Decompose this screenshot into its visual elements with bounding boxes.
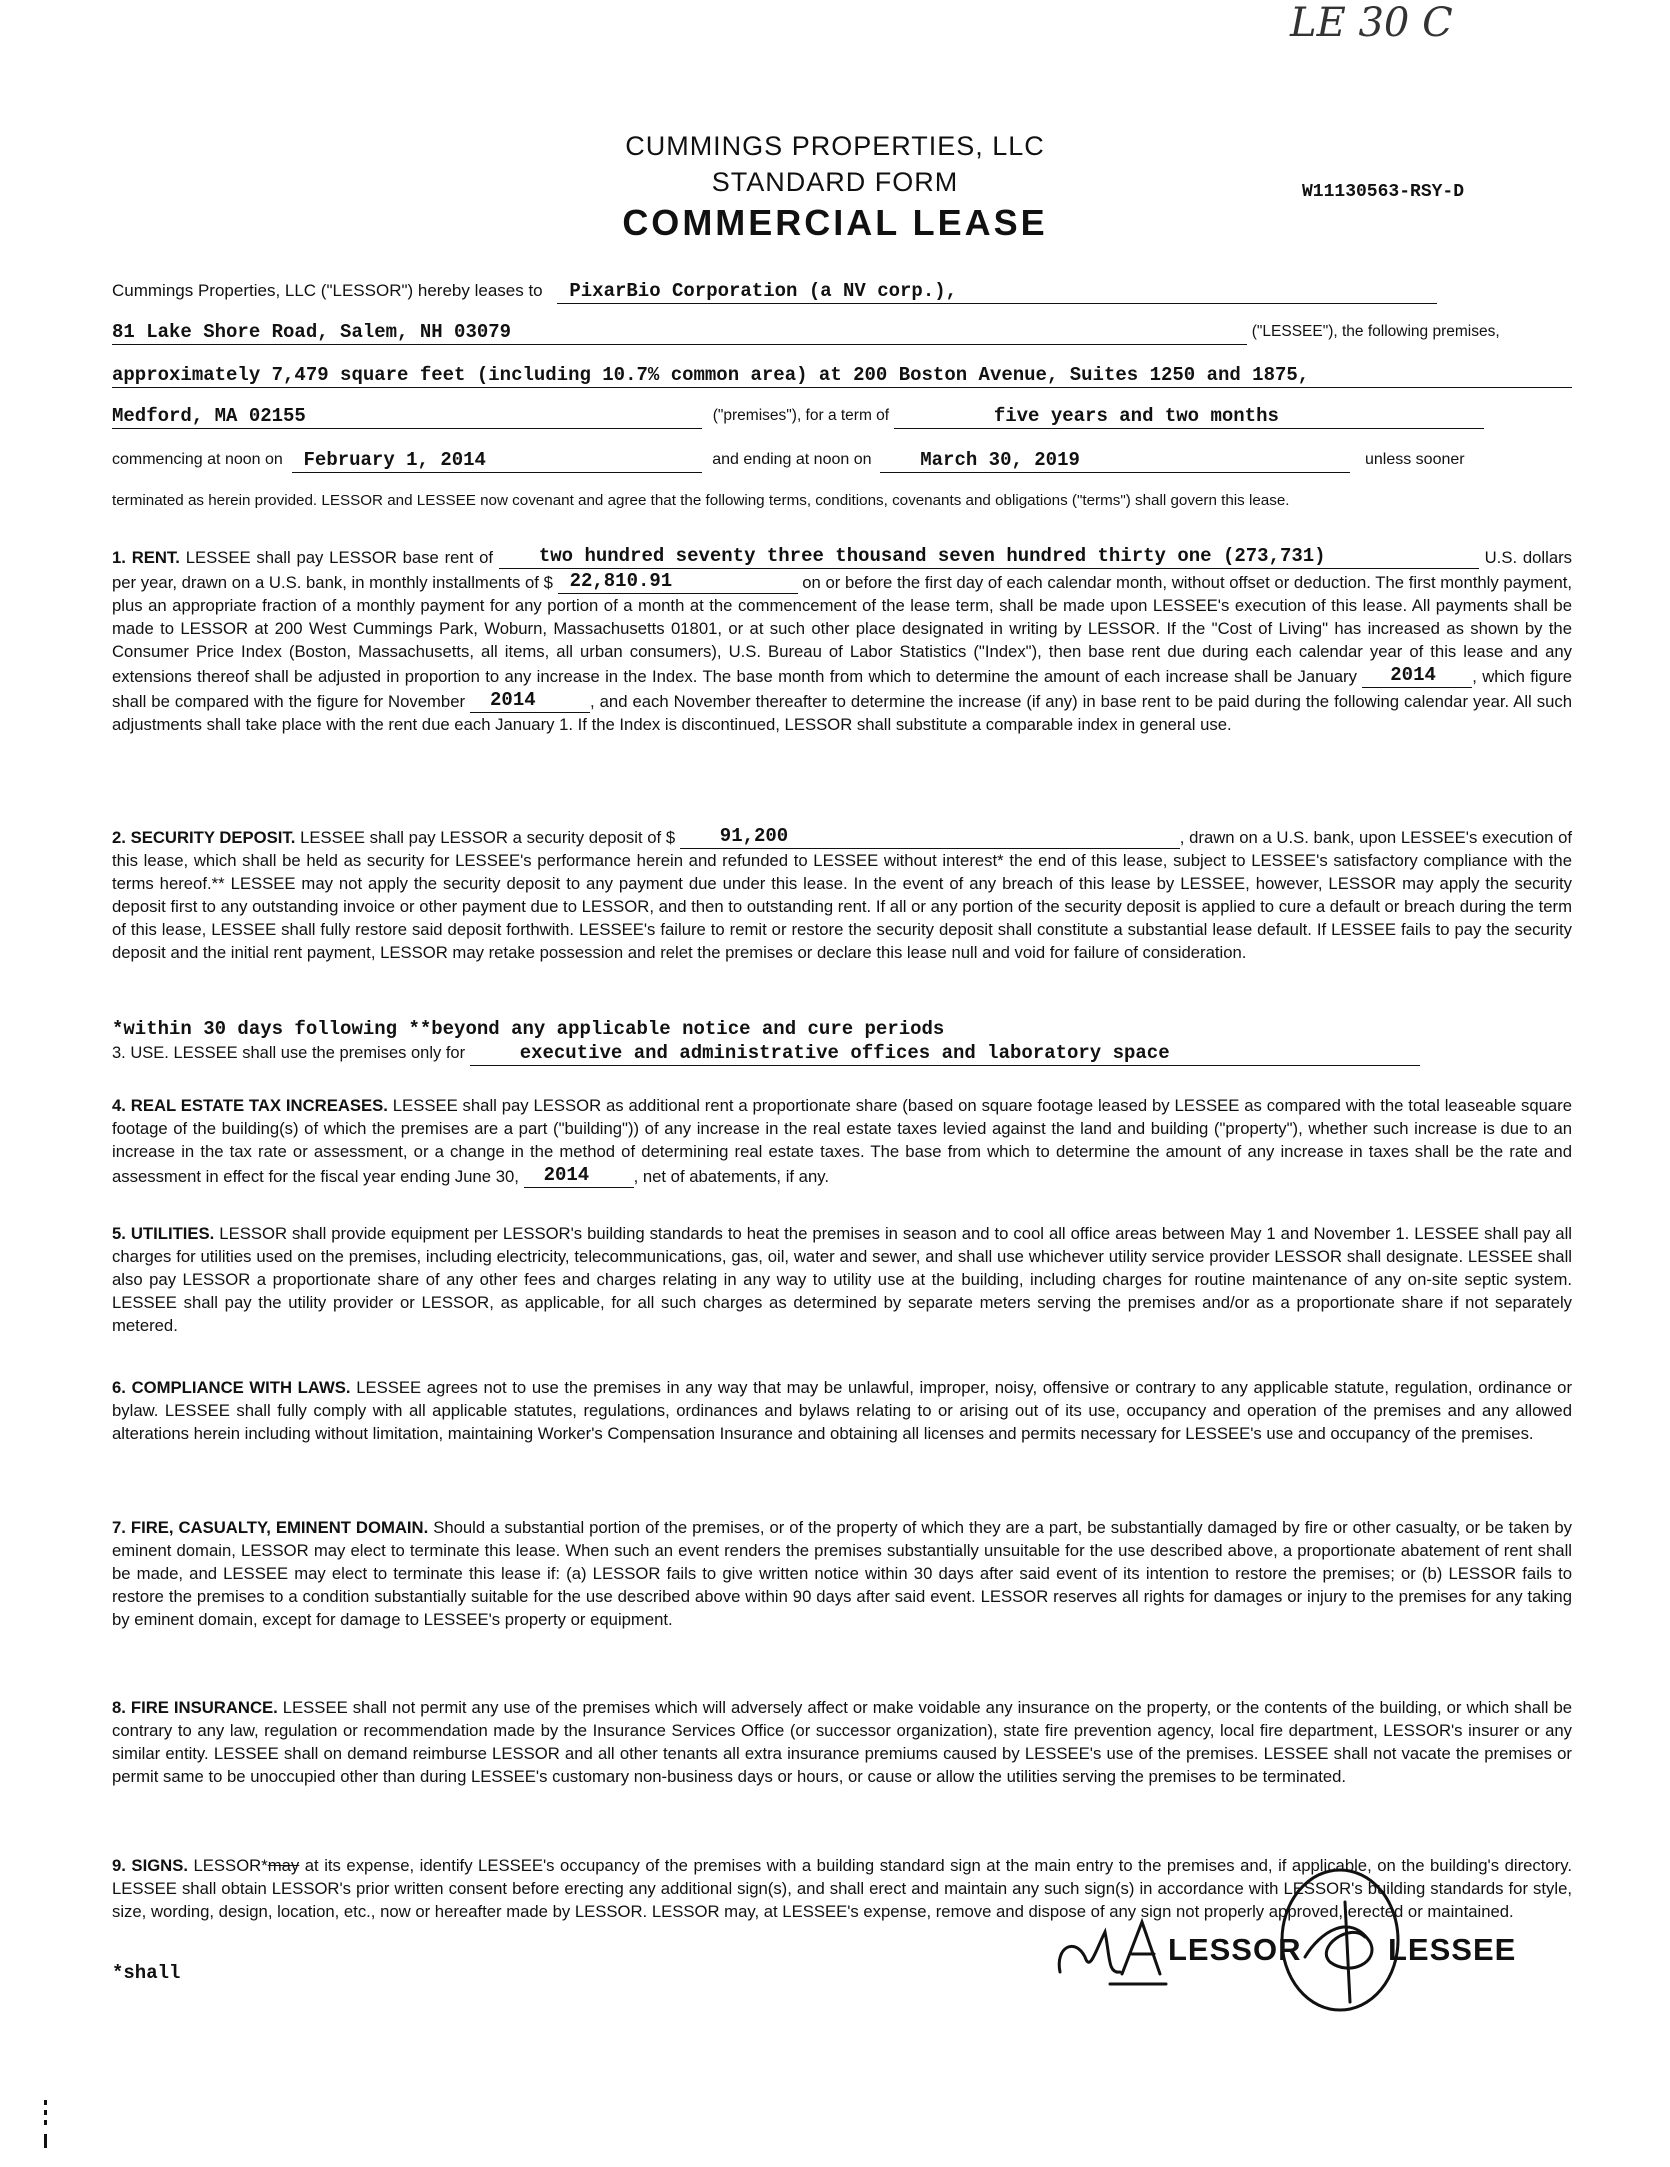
november-year-field: 2014: [470, 688, 590, 713]
signs-heading: 9. SIGNS.: [112, 1856, 188, 1875]
tax-section: [112, 1094, 1572, 1188]
signs-text: at its expense, identify LESSEE's occupancy of the premises with a building standard sign at the main entry to the premises and, if applicable, on the building's directory. LESSEE shall obtain LESSOR's prior written consent before erecting any additional sign(s), and shall erect and maintain any such sign(s) in accordance with LESSOR's building standards for style, size, wording, design, location, etc., now or hereafter made by LESSOR. LESSOR may, at LESSEE's expense, remove and dispose of any sign not properly approved, erected or maintained.: [112, 1856, 1572, 1921]
rent-text-3: on or before the first day of each calendar month, without offset or deduction. The first monthly payment, plus an appropriate fraction of a monthly payment for any portion of a month at the commencement of the lease term, shall be made upon LESSEE's execution of this lease. All payments shall be made to LESSOR at 200 West Cummings Park, Woburn, Massachusetts 01801, or at such other place designated in writing by LESSOR. If the "Cost of Living" has increased as shown by the Consumer Price Index (Boston, Massachusetts, all items, all urban consumers), U.S. Bureau of Labor Statistics ("Index"), then base rent due during each calendar year of this lease and any extensions thereof shall be adjusted in proportion to any increase in the Index. The base month from which to determine the amount of each increase shall be January: [112, 573, 1573, 686]
fire-casualty-text: Should a substantial portion of the premises, or of the property of which they are a part, be substantially damaged by fire or other casualty, or be taken by eminent domain, LESSOR may elect to terminate this lease. When such an event renders the premises substantially unsuitable for the use described above, a proportionate abatement of rent shall be made, and LESSEE may elect to terminate this lease if: (a) LESSOR fails to give written notice within 30 days after said event of its intention to restore the premises; or (b) LESSOR fails to restore the premises to a condition substantially suitable for the use described above within 90 days after said event. LESSOR reserves all rights for damages or injury to the premises for any taking by eminent domain, except for damage to LESSEE's property or equipment.: [112, 1518, 1572, 1629]
use-purpose-field: executive and administrative offices and laboratory space: [470, 1041, 1420, 1066]
tax-year-field: 2014: [524, 1163, 634, 1188]
scan-artifact-marks: [44, 2100, 48, 2150]
compliance-heading: 6. COMPLIANCE WITH LAWS.: [112, 1378, 351, 1397]
deposit-text-2: , drawn on a U.S. bank, upon LESSEE's execution of this lease, which shall be held as security for LESSEE's performance herein and refunded to LESSEE without interest: [112, 828, 1573, 870]
lessee-address-field: 81 Lake Shore Road, Salem, NH 03079: [112, 320, 1247, 345]
utilities-heading: 5. UTILITIES.: [112, 1224, 215, 1243]
intro-row-5: [112, 446, 1572, 473]
intro-row-1: [112, 278, 1572, 304]
lessor-initials-stroke-1: [1059, 1932, 1120, 1972]
form-type: STANDARD FORM: [711, 167, 959, 197]
use-heading: 3. USE.: [112, 1044, 169, 1062]
intro-row-4: [112, 402, 1572, 429]
term-field: five years and two months: [894, 404, 1484, 429]
intro-row-3: [112, 362, 1572, 388]
fire-casualty-section: [112, 1516, 1572, 1631]
compliance-text: LESSEE agrees not to use the premises in any way that may be unlawful, improper, noisy, offensive or contrary to any applicable statute, regulation, ordinance or bylaw. LESSEE shall fully comply with all applicable statutes, regulations, ordinances and bylaws relating to or arising out of its use, occupancy and operation of the premises and any allowed alterations herein including without limitation, maintaining Worker's Compensation Insurance and obtaining all licenses and permits necessary for LESSEE's use and occupancy of the premises.: [112, 1378, 1572, 1443]
rent-amount-words: two hundred seventy three thousand seven hundred thirty one (273,731): [499, 544, 1479, 569]
premises-line-2: Medford, MA 02155: [112, 404, 702, 429]
utilities-text: LESSOR shall provide equipment per LESSOR's building standards to heat the premises in season and to cool all office areas between May 1 and November 1. LESSEE shall pay all charges for utilities used on the premises, including electricity, telecommunications, gas, oil, water and sewer, and shall use whichever utility service provider LESSOR shall designate. LESSEE shall also pay LESSOR a proportionate share of any other fees and charges relating in any way to utility use at the building, including charges for routine maintenance of any on-site septic system. LESSEE shall pay the utility provider or LESSOR, as applicable, for all such charges as determined by separate meters serving the premises and/or as a proportionate share if not separately metered.: [112, 1224, 1572, 1335]
premises-suffix: ("premises"), for a term of: [712, 407, 890, 424]
rent-text-2: U.S. dollars per year, drawn on a U.S. bank, in monthly installments of $: [112, 548, 1573, 592]
use-text: LESSEE shall use the premises only for: [173, 1044, 466, 1062]
signs-lessor: LESSOR: [193, 1856, 262, 1875]
signs-struck-word: may: [267, 1856, 300, 1875]
commencing-label: commencing at noon on: [112, 451, 283, 468]
rent-text-5: , and each November thereafter to determine the increase (if any) in base rent to be paid during the following calendar year. All such adjustments shall take place with the rent due each January 1. If the Index is discontinued, LESSOR shall substitute a comparable index in general use.: [112, 692, 1572, 734]
rent-text-1: LESSEE shall pay LESSOR base rent of: [185, 548, 494, 567]
deposit-heading: 2. SECURITY DEPOSIT.: [112, 828, 296, 847]
intro-row-2: [112, 318, 1572, 345]
company-name: CUMMINGS PROPERTIES, LLC: [625, 131, 1045, 161]
signs-star: *: [261, 1856, 268, 1875]
signs-typed-note: *shall: [112, 1962, 181, 1984]
rent-section: [112, 544, 1572, 736]
fire-insurance-section: [112, 1696, 1572, 1788]
compliance-section: [112, 1376, 1572, 1445]
deposit-text-4: LESSEE may not apply the security deposit to any payment due under this lease. In the event of any breach of this lease by LESSEE, however, LESSOR may apply the security deposit first to any outstanding invoice or other payment due to LESSOR, and then to outstanding rent. If all or any portion of the security deposit is applied to cure a default or breach during the term of this lease, LESSEE shall fully restore said deposit forthwith. LESSEE's failure to remit or restore the security deposit shall constitute a substantial lease default. If LESSEE fails to pay the security deposit and the initial rent payment, LESSOR may retake possession and relet the premises or declare this lease null and void for failure of consideration.: [112, 874, 1572, 962]
deposit-star-2: **: [211, 874, 225, 893]
deposit-section: [112, 824, 1572, 964]
fire-insurance-text: LESSEE shall not permit any use of the premises which will adversely affect or make voidable any insurance on the property, or the contents of the building, or which shall be contrary to any law, regulation or recommendation made by the Insurance Services Office (or successor organization), state fire prevention agency, local fire department, LESSOR's insurer or any similar entity. LESSEE shall on demand reimburse LESSOR and all other tenants all extra insurance premiums caused by LESSEE's use of the premises. LESSEE shall not vacate the premises or permit same to be unoccupied other than during LESSEE's customary non-business days or hours, or cause or allow the utilities serving the premises to be terminated.: [112, 1698, 1573, 1786]
deposit-text-3: the end of this lease, subject to LESSEE's satisfactory compliance with the terms hereof.: [112, 851, 1572, 893]
rent-heading: 1. RENT.: [112, 548, 180, 567]
monthly-installment: 22,810.91: [558, 569, 798, 594]
rent-text-4: , which figure shall be compared with the figure for November: [112, 667, 1572, 711]
form-id: W11130563-RSY-D: [1302, 182, 1465, 202]
corner-handwritten-mark: LE 30 C: [1290, 0, 1453, 46]
terminated-text: terminated as herein provided. LESSOR and LESSEE now covenant and agree that the following terms, conditions, covenants and obligations ("terms") shall govern this lease.: [112, 492, 1290, 509]
fire-insurance-heading: 8. FIRE INSURANCE.: [112, 1698, 278, 1717]
use-section: [112, 1040, 1572, 1066]
document-title: COMMERCIAL LEASE: [622, 202, 1048, 243]
initials-signature: [1050, 1862, 1610, 2022]
premises-line-1: approximately 7,479 square feet (including 10.7% common area) at 200 Boston Avenue, Suites 1250 and 1875,: [112, 363, 1572, 388]
deposit-amount-field: 91,200: [680, 824, 1180, 849]
deposit-star-1: *: [997, 851, 1004, 870]
tax-text-1: LESSEE shall pay LESSOR as additional rent a proportionate share (based on square footage leased by LESSEE as compared with the total leaseable square footage of the building(s) of which the premises are a part ("building")) of any increase in the real estate taxes levied against the land and building ("property"), whether such increase is due to an increase in the tax rate or assessment, or a change in the method of determining real estate taxes. The base from which to determine the amount of any increase in taxes shall be the rate and assessment in effect for the fiscal year ending June 30,: [112, 1096, 1573, 1186]
lessor-initials-stroke-2: [1122, 1922, 1160, 1974]
lessor-intro-text: Cummings Properties, LLC ("LESSOR") hereby leases to: [112, 281, 543, 300]
start-date-field: February 1, 2014: [292, 448, 702, 473]
tax-text-2: , net of abatements, if any.: [633, 1167, 829, 1186]
lessee-suffix: ("LESSEE"), the following premises,: [1251, 323, 1500, 340]
tax-heading: 4. REAL ESTATE TAX INCREASES.: [112, 1096, 388, 1115]
utilities-section: [112, 1222, 1572, 1337]
lessee-initials-scribble: [1305, 1902, 1372, 2002]
lessee-initial-label: LESSEE: [1388, 1932, 1517, 1967]
end-date-field: March 30, 2019: [880, 448, 1350, 473]
fire-casualty-heading: 7. FIRE, CASUALTY, EMINENT DOMAIN.: [112, 1518, 429, 1537]
deposit-text-1: LESSEE shall pay LESSOR a security deposit of $: [300, 828, 676, 847]
ending-label: and ending at noon on: [712, 451, 872, 468]
lessee-name-field: PixarBio Corporation (a NV corp.),: [557, 279, 1437, 304]
unless-sooner: unless sooner: [1364, 451, 1465, 468]
lessor-initial-label: LESSOR: [1168, 1932, 1302, 1967]
deposit-typed-note: *within 30 days following **beyond any applicable notice and cure periods: [112, 1018, 945, 1040]
base-year-field: 2014: [1362, 663, 1472, 688]
